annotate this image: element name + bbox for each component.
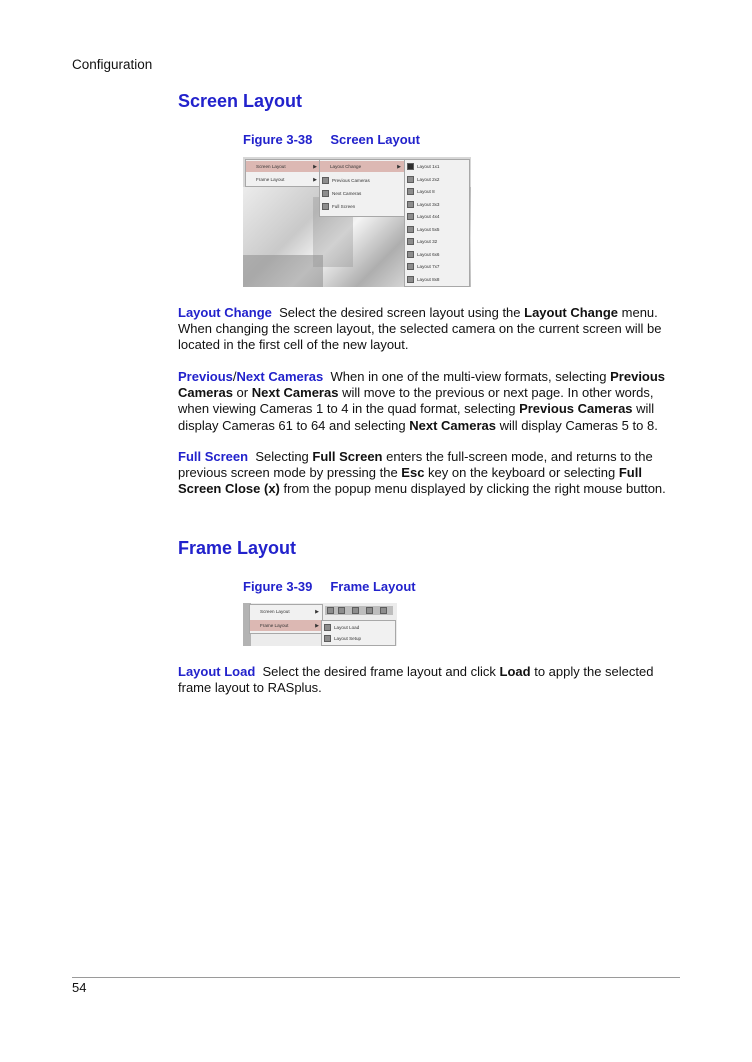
menu-item-label: Layout 32 xyxy=(417,239,438,244)
layout-6x6-icon xyxy=(407,251,414,258)
paragraph-text: will display Cameras 61 to 64 and selecting xyxy=(178,401,655,433)
layout-submenu xyxy=(404,159,470,287)
context-submenu xyxy=(321,620,396,646)
menu-item-layout-7x7[interactable] xyxy=(405,261,469,272)
menu-item-label: Layout 7x7 xyxy=(417,264,440,269)
menu-item-label: Layout 1x1 xyxy=(417,164,440,169)
context-submenu xyxy=(319,159,405,217)
paragraph-text: Selecting xyxy=(255,449,313,464)
menu-item-label: Previous Cameras xyxy=(332,178,370,183)
term-full-screen: Full Screen xyxy=(178,449,249,464)
layout-1x1-icon xyxy=(407,163,414,170)
menu-item-next-cameras[interactable] xyxy=(320,188,404,199)
paragraph-bold: Esc xyxy=(401,465,425,481)
menu-item-label: Layout 6x6 xyxy=(417,251,440,257)
paragraph-previous-next-cameras xyxy=(178,369,682,434)
menu-item-layout-load[interactable] xyxy=(322,622,395,633)
menu-item-label: Layout 3x3 xyxy=(417,201,440,207)
figure-caption-3-39 xyxy=(243,579,416,594)
paragraph-text: or xyxy=(232,385,252,401)
running-header: Configuration xyxy=(72,57,153,72)
submenu-arrow-icon: ▶ xyxy=(315,608,319,615)
menu-item-layout-8x8[interactable] xyxy=(405,274,469,285)
menu-item-layout-3x3[interactable] xyxy=(405,199,469,210)
footer-divider xyxy=(72,977,680,978)
previous-icon xyxy=(322,177,329,184)
menu-item-previous-cameras[interactable] xyxy=(320,175,404,186)
paragraph-text: will display Cameras 5 to 8. xyxy=(495,417,658,433)
figure-number: Figure 3-38 xyxy=(243,132,313,147)
paragraph-text: Select the desired screen layout using the xyxy=(279,305,525,320)
section-heading-frame-layout: Frame Layout xyxy=(178,538,297,558)
layout-8-icon xyxy=(407,188,414,195)
menu-item-layout-6x6[interactable] xyxy=(405,249,469,260)
paragraph-bold: Next Cameras xyxy=(409,417,496,433)
layout-load-icon xyxy=(324,624,331,631)
menu-item-layout-8[interactable] xyxy=(405,186,469,197)
term-layout-change: Layout Change xyxy=(178,305,272,320)
paragraph-bold: Full Screen Close (x) xyxy=(178,465,642,497)
paragraph-bold: Layout Change xyxy=(524,305,619,320)
menu-item-label: Screen Layout xyxy=(256,164,286,169)
menu-item-layout-1x1[interactable] xyxy=(405,161,469,172)
menu-item-label: Layout 5x5 xyxy=(417,226,440,232)
layout-4x4-icon xyxy=(407,213,414,220)
figure-caption-3-38 xyxy=(243,132,420,147)
layout-2x2-icon xyxy=(407,176,414,183)
frame-layout-5-icon[interactable] xyxy=(380,607,387,614)
page-number: 54 xyxy=(72,980,87,995)
menu-item-label: Layout Load xyxy=(334,625,360,630)
layout-5x5-icon xyxy=(407,226,414,233)
paragraph-layout-load xyxy=(178,664,682,696)
layout-setup-icon xyxy=(324,635,331,642)
paragraph-layout-change xyxy=(178,305,682,354)
term-previous: Previous xyxy=(178,369,233,384)
menu-item-screen-layout[interactable] xyxy=(246,161,320,172)
menu-item-label: Layout Change xyxy=(330,164,362,169)
paragraph-text: enters the full-screen mode, and returns to the previous screen mode by pressing the xyxy=(178,449,653,481)
menu-item-label: Frame Layout xyxy=(260,623,289,628)
term-next-cameras: Next Cameras xyxy=(236,369,324,384)
menu-item-label: Layout 8 xyxy=(417,189,435,194)
paragraph-text: from the popup menu displayed by clicking the right mouse button. xyxy=(279,481,666,497)
menu-item-screen-layout[interactable] xyxy=(250,606,322,617)
paragraph-bold: Next Cameras xyxy=(251,385,339,401)
menu-item-layout-5x5[interactable] xyxy=(405,224,469,235)
figure-screen-layout-screenshot xyxy=(243,157,471,287)
menu-item-layout-2x2[interactable] xyxy=(405,174,469,185)
menu-item-layout-32[interactable] xyxy=(405,236,469,247)
menu-item-layout-4x4[interactable] xyxy=(405,211,469,222)
term-layout-load: Layout Load xyxy=(178,664,256,679)
next-icon xyxy=(322,190,329,197)
context-menu-main xyxy=(249,604,323,634)
paragraph-text: menu. When changing the screen layout, the selected camera on the current screen will be located in the first cell of the new layout. xyxy=(178,305,662,353)
submenu-arrow-icon: ▶ xyxy=(313,163,317,170)
frame-layout-4-icon[interactable] xyxy=(366,607,373,614)
frame-layout-2-icon[interactable] xyxy=(338,607,345,614)
menu-item-layout-setup[interactable] xyxy=(322,633,395,644)
figure-title: Screen Layout xyxy=(330,132,420,147)
context-menu-main xyxy=(245,159,321,187)
paragraph-text: Select the desired frame layout and click xyxy=(262,664,500,679)
paragraph-bold: Full Screen xyxy=(312,449,383,464)
paragraph-text: to apply the selected frame layout to RASplus. xyxy=(178,664,654,696)
paragraph-bold: Previous Cameras xyxy=(519,401,633,417)
paragraph-full-screen xyxy=(178,449,682,498)
layout-32-icon xyxy=(407,238,414,245)
menu-item-label: Full Screen xyxy=(332,204,356,209)
frame-layout-toolbar xyxy=(325,606,393,615)
paragraph-text: will move to the previous or next page. In other words, when viewing Cameras 1 to 4 in the quad format, selecting xyxy=(178,385,654,417)
layout-8x8-icon xyxy=(407,276,414,283)
paragraph-bold: Load xyxy=(499,664,531,679)
figure-frame-layout-screenshot xyxy=(243,603,397,646)
menu-item-frame-layout[interactable] xyxy=(250,620,322,631)
submenu-arrow-icon: ▶ xyxy=(315,622,319,629)
figure-number: Figure 3-39 xyxy=(243,579,313,594)
term-slash: / xyxy=(232,369,237,384)
submenu-arrow-icon: ▶ xyxy=(313,176,317,183)
frame-layout-1-icon[interactable] xyxy=(327,607,334,614)
layout-7x7-icon xyxy=(407,263,414,270)
menu-item-label: Layout 2x2 xyxy=(417,176,440,182)
menu-item-label: Frame Layout xyxy=(256,177,285,182)
frame-layout-3-icon[interactable] xyxy=(352,607,359,614)
figure-title: Frame Layout xyxy=(330,579,416,594)
menu-item-label: Layout 4x4 xyxy=(417,214,440,219)
menu-item-label: Layout 8x8 xyxy=(417,276,440,282)
paragraph-text: key on the keyboard or selecting xyxy=(424,465,619,481)
section-heading-screen-layout: Screen Layout xyxy=(178,91,303,111)
camera-background-shadow xyxy=(243,255,323,287)
paragraph-bold: Previous Cameras xyxy=(178,369,666,401)
menu-item-label: Screen Layout xyxy=(260,609,290,614)
submenu-arrow-icon: ▶ xyxy=(397,163,401,170)
full-screen-icon xyxy=(322,203,329,210)
menu-item-layout-change[interactable] xyxy=(320,161,404,172)
menu-item-label: Next Cameras xyxy=(332,191,362,196)
menu-item-full-screen[interactable] xyxy=(320,201,404,212)
paragraph-text: When in one of the multi-view formats, selecting xyxy=(330,369,611,384)
layout-3x3-icon xyxy=(407,201,414,208)
menu-item-label: Layout Setup xyxy=(334,636,362,641)
menu-item-frame-layout[interactable] xyxy=(246,174,320,185)
